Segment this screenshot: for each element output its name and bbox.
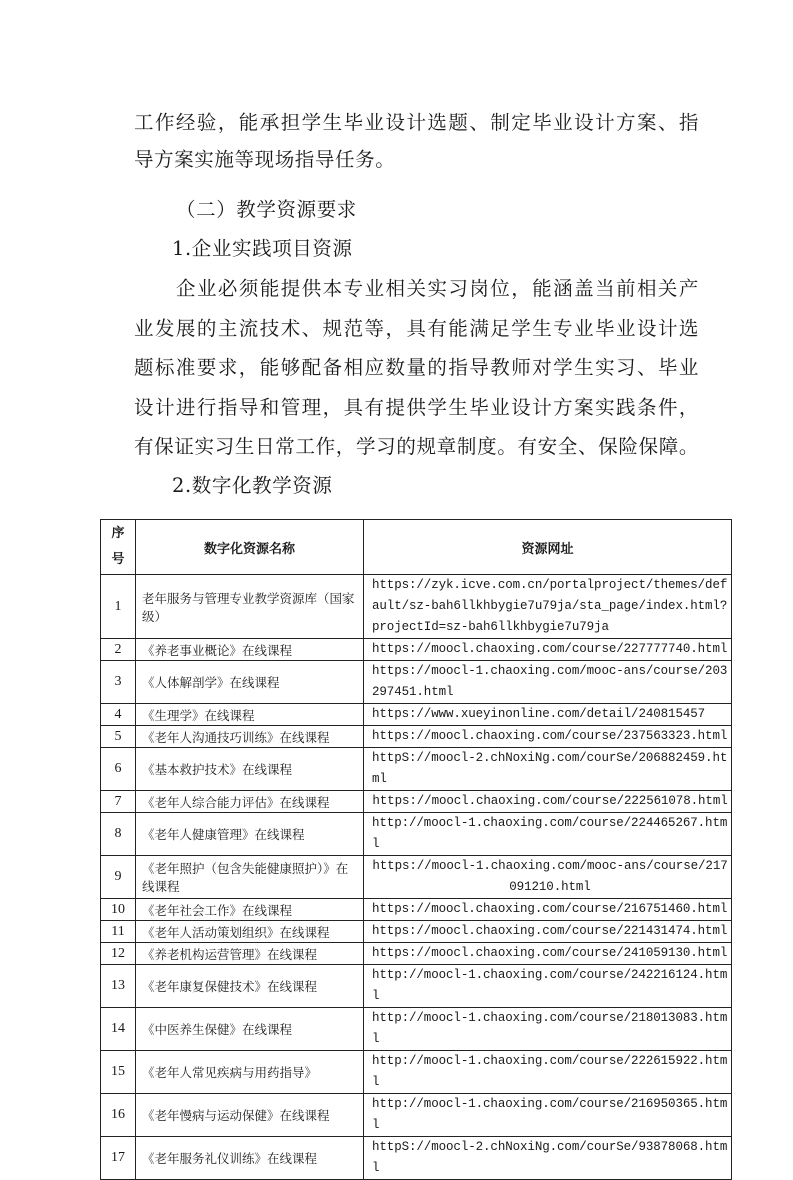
table-row bbox=[101, 965, 732, 1008]
resource-name: 《中医养生保健》在线课程 bbox=[136, 1008, 364, 1051]
header-no-line2: 号 bbox=[111, 552, 125, 567]
resource-url-link[interactable]: https://zyk.icve.com.cn/portalproject/themes/default/sz-bah6llkhbygie7u79ja/sta_page/index.html?projectId=sz-bah6llkhbygie7u79ja bbox=[364, 575, 732, 639]
row-number: 8 bbox=[101, 813, 136, 856]
resource-name: 《老年人活动策划组织》在线课程 bbox=[136, 921, 364, 943]
table-row bbox=[101, 639, 732, 661]
header-no bbox=[101, 520, 136, 575]
resource-name: 《人体解剖学》在线课程 bbox=[136, 661, 364, 704]
resource-name: 《养老机构运营管理》在线课程 bbox=[136, 943, 364, 965]
row-number: 11 bbox=[101, 921, 136, 943]
row-number: 9 bbox=[101, 856, 136, 899]
table-row bbox=[101, 899, 732, 921]
row-number: 16 bbox=[101, 1094, 136, 1137]
resource-name: 《老年人常见疾病与用药指导》 bbox=[136, 1051, 364, 1094]
table-row bbox=[101, 1137, 732, 1180]
resource-url-link[interactable]: https://moocl.chaoxing.com/course/222561078.html bbox=[364, 791, 732, 813]
resource-name: 《老年服务礼仪训练》在线课程 bbox=[136, 1137, 364, 1180]
paragraph-line: 工作经验，能承担学生毕业设计选题、制定毕业设计方案、指 bbox=[134, 111, 699, 134]
table-row bbox=[101, 921, 732, 943]
resource-name: 《老年慢病与运动保健》在线课程 bbox=[136, 1094, 364, 1137]
resource-url-link[interactable]: http://moocl-1.chaoxing.com/course/218013083.html bbox=[364, 1008, 732, 1051]
table-row bbox=[101, 748, 732, 791]
resource-url-link[interactable]: https://www.xueyinonline.com/detail/240815457 bbox=[364, 704, 732, 726]
section-heading: （二）教学资源要求 bbox=[176, 198, 357, 221]
resource-url-link[interactable]: http://moocl-1.chaoxing.com/course/216950365.html bbox=[364, 1094, 732, 1137]
resource-url-link[interactable]: https://moocl.chaoxing.com/course/227777740.html bbox=[364, 639, 732, 661]
row-number: 17 bbox=[101, 1137, 136, 1180]
resource-url-link[interactable]: http://moocl-1.chaoxing.com/course/222615922.html bbox=[364, 1051, 732, 1094]
resource-url-link[interactable]: https://moocl.chaoxing.com/course/216751460.html bbox=[364, 899, 732, 921]
table-row bbox=[101, 704, 732, 726]
row-number: 13 bbox=[101, 965, 136, 1008]
table-row bbox=[101, 943, 732, 965]
resource-name: 《老年人沟通技巧训练》在线课程 bbox=[136, 726, 364, 748]
paragraph-line: 导方案实施等现场指导任务。 bbox=[134, 148, 396, 171]
header-url: 资源网址 bbox=[364, 520, 732, 575]
table-row bbox=[101, 1094, 732, 1137]
resource-url-link[interactable]: https://moocl.chaoxing.com/course/221431474.html bbox=[364, 921, 732, 943]
table-header-row bbox=[101, 520, 732, 575]
paragraph-line: 业发展的主流技术、规范等，具有能满足学生专业毕业设计选 bbox=[134, 317, 699, 340]
table-body bbox=[101, 575, 732, 1180]
paragraph-line: 题标准要求，能够配备相应数量的指导教师对学生实习、毕业 bbox=[134, 356, 699, 379]
row-number: 1 bbox=[101, 575, 136, 639]
resource-name: 《老年康复保健技术》在线课程 bbox=[136, 965, 364, 1008]
resource-url-link[interactable]: http://moocl-1.chaoxing.com/course/224465267.html bbox=[364, 813, 732, 856]
resource-name: 《老年照护（包含失能健康照护）》在线课程 bbox=[136, 856, 364, 899]
subsection-heading-2: 2.数字化教学资源 bbox=[172, 474, 333, 497]
table-row bbox=[101, 726, 732, 748]
resource-url-link[interactable]: https://moocl.chaoxing.com/course/237563323.html bbox=[364, 726, 732, 748]
resource-name: 老年服务与管理专业教学资源库（国家级） bbox=[136, 575, 364, 639]
resource-url-link[interactable]: httpS://moocl-2.chNoxiNg.com/courSe/93878068.html bbox=[364, 1137, 732, 1180]
row-number: 3 bbox=[101, 661, 136, 704]
resource-name: 《老年人健康管理》在线课程 bbox=[136, 813, 364, 856]
resource-name: 《生理学》在线课程 bbox=[136, 704, 364, 726]
resource-name: 《老年社会工作》在线课程 bbox=[136, 899, 364, 921]
row-number: 10 bbox=[101, 899, 136, 921]
row-number: 14 bbox=[101, 1008, 136, 1051]
table-row bbox=[101, 813, 732, 856]
table-row bbox=[101, 661, 732, 704]
table-row bbox=[101, 856, 732, 899]
resource-url-link[interactable]: https://moocl-1.chaoxing.com/mooc-ans/course/203297451.html bbox=[364, 661, 732, 704]
resource-name: 《基本救护技术》在线课程 bbox=[136, 748, 364, 791]
subsection-heading-1: 1.企业实践项目资源 bbox=[172, 237, 353, 260]
header-no-line1: 序 bbox=[111, 526, 125, 541]
resource-url-link[interactable]: https://moocl.chaoxing.com/course/241059130.html bbox=[364, 943, 732, 965]
row-number: 2 bbox=[101, 639, 136, 661]
row-number: 5 bbox=[101, 726, 136, 748]
table-row bbox=[101, 1051, 732, 1094]
row-number: 6 bbox=[101, 748, 136, 791]
paragraph-line: 设计进行指导和管理，具有提供学生毕业设计方案实践条件， bbox=[134, 396, 699, 419]
paragraph-line: 有保证实习生日常工作，学习的规章制度。有安全、保险保障。 bbox=[134, 435, 699, 458]
header-name: 数字化资源名称 bbox=[136, 520, 364, 575]
resource-url-link[interactable]: httpS://moocl-2.chNoxiNg.com/courSe/206882459.html bbox=[364, 748, 732, 791]
row-number: 7 bbox=[101, 791, 136, 813]
table-row bbox=[101, 1008, 732, 1051]
row-number: 12 bbox=[101, 943, 136, 965]
digital-resources-table bbox=[100, 519, 732, 1180]
resource-url-link[interactable]: https://moocl-1.chaoxing.com/mooc-ans/course/217091210.html bbox=[364, 856, 732, 899]
resource-name: 《老年人综合能力评估》在线课程 bbox=[136, 791, 364, 813]
row-number: 4 bbox=[101, 704, 136, 726]
resource-name: 《养老事业概论》在线课程 bbox=[136, 639, 364, 661]
row-number: 15 bbox=[101, 1051, 136, 1094]
table-row bbox=[101, 791, 732, 813]
paragraph-line: 企业必须能提供本专业相关实习岗位，能涵盖当前相关产 bbox=[176, 277, 699, 300]
resource-url-link[interactable]: http://moocl-1.chaoxing.com/course/242216124.html bbox=[364, 965, 732, 1008]
table-row bbox=[101, 575, 732, 639]
